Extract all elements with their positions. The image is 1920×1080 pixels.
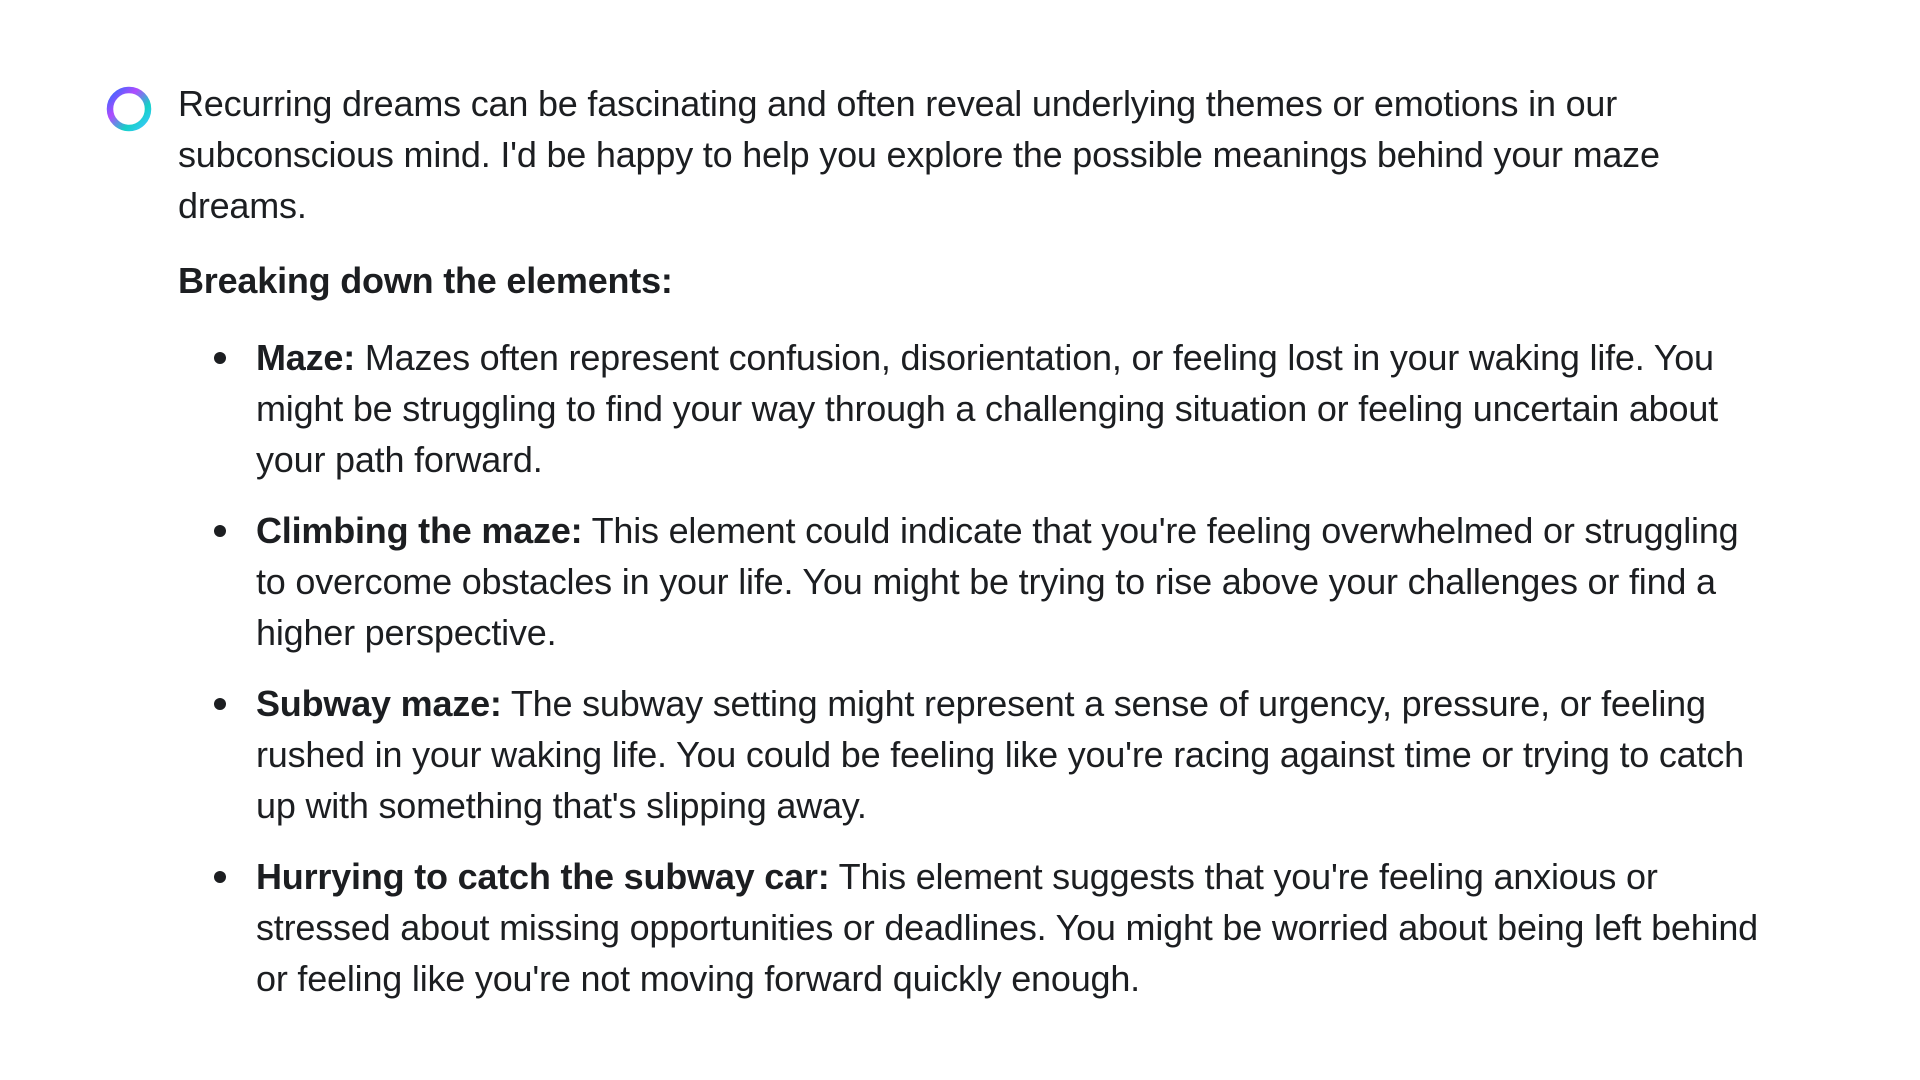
intro-paragraph: Recurring dreams can be fascinating and often reveal underlying themes or emotions in our subconscious mind. I'd be happy to help you explore the possible meanings behind your maze dreams. bbox=[178, 83, 1660, 226]
element-term: Maze: bbox=[256, 337, 356, 378]
bullet-icon bbox=[214, 698, 226, 710]
section-heading: Breaking down the elements: bbox=[178, 260, 673, 301]
bullet-icon bbox=[214, 525, 226, 537]
bullet-icon bbox=[214, 352, 226, 364]
element-description: This element suggests that you're feeling anxious or stressed about missing opportunities or deadlines. You might be worried about being left behind or feeling like you're not moving forward quickly enough. bbox=[256, 856, 1758, 999]
assistant-ring-icon bbox=[104, 84, 154, 134]
element-term: Subway maze: bbox=[256, 683, 502, 724]
list-item-hurrying-to-catch-the-subway-car bbox=[178, 851, 1764, 1004]
message-body bbox=[178, 78, 1764, 1024]
element-term: Hurrying to catch the subway car: bbox=[256, 856, 830, 897]
element-term: Climbing the maze: bbox=[256, 510, 583, 551]
element-description: The subway setting might represent a sense of urgency, pressure, or feeling rushed in your waking life. You could be feeling like you're racing against time or trying to catch up with something that's slipping away. bbox=[256, 683, 1744, 826]
list-item-maze bbox=[178, 332, 1764, 485]
list-item-subway-maze bbox=[178, 678, 1764, 831]
element-description: Mazes often represent confusion, disorientation, or feeling lost in your waking life. You might be struggling to find your way through a challenging situation or feeling uncertain about your path forward. bbox=[256, 337, 1718, 480]
dream-elements-list bbox=[178, 332, 1764, 1004]
assistant-message bbox=[104, 78, 1764, 1024]
bullet-icon bbox=[214, 871, 226, 883]
list-item-climbing-the-maze bbox=[178, 505, 1764, 658]
element-description: This element could indicate that you're feeling overwhelmed or struggling to overcome obstacles in your life. You might be trying to rise above your challenges or find a higher perspective. bbox=[256, 510, 1739, 653]
